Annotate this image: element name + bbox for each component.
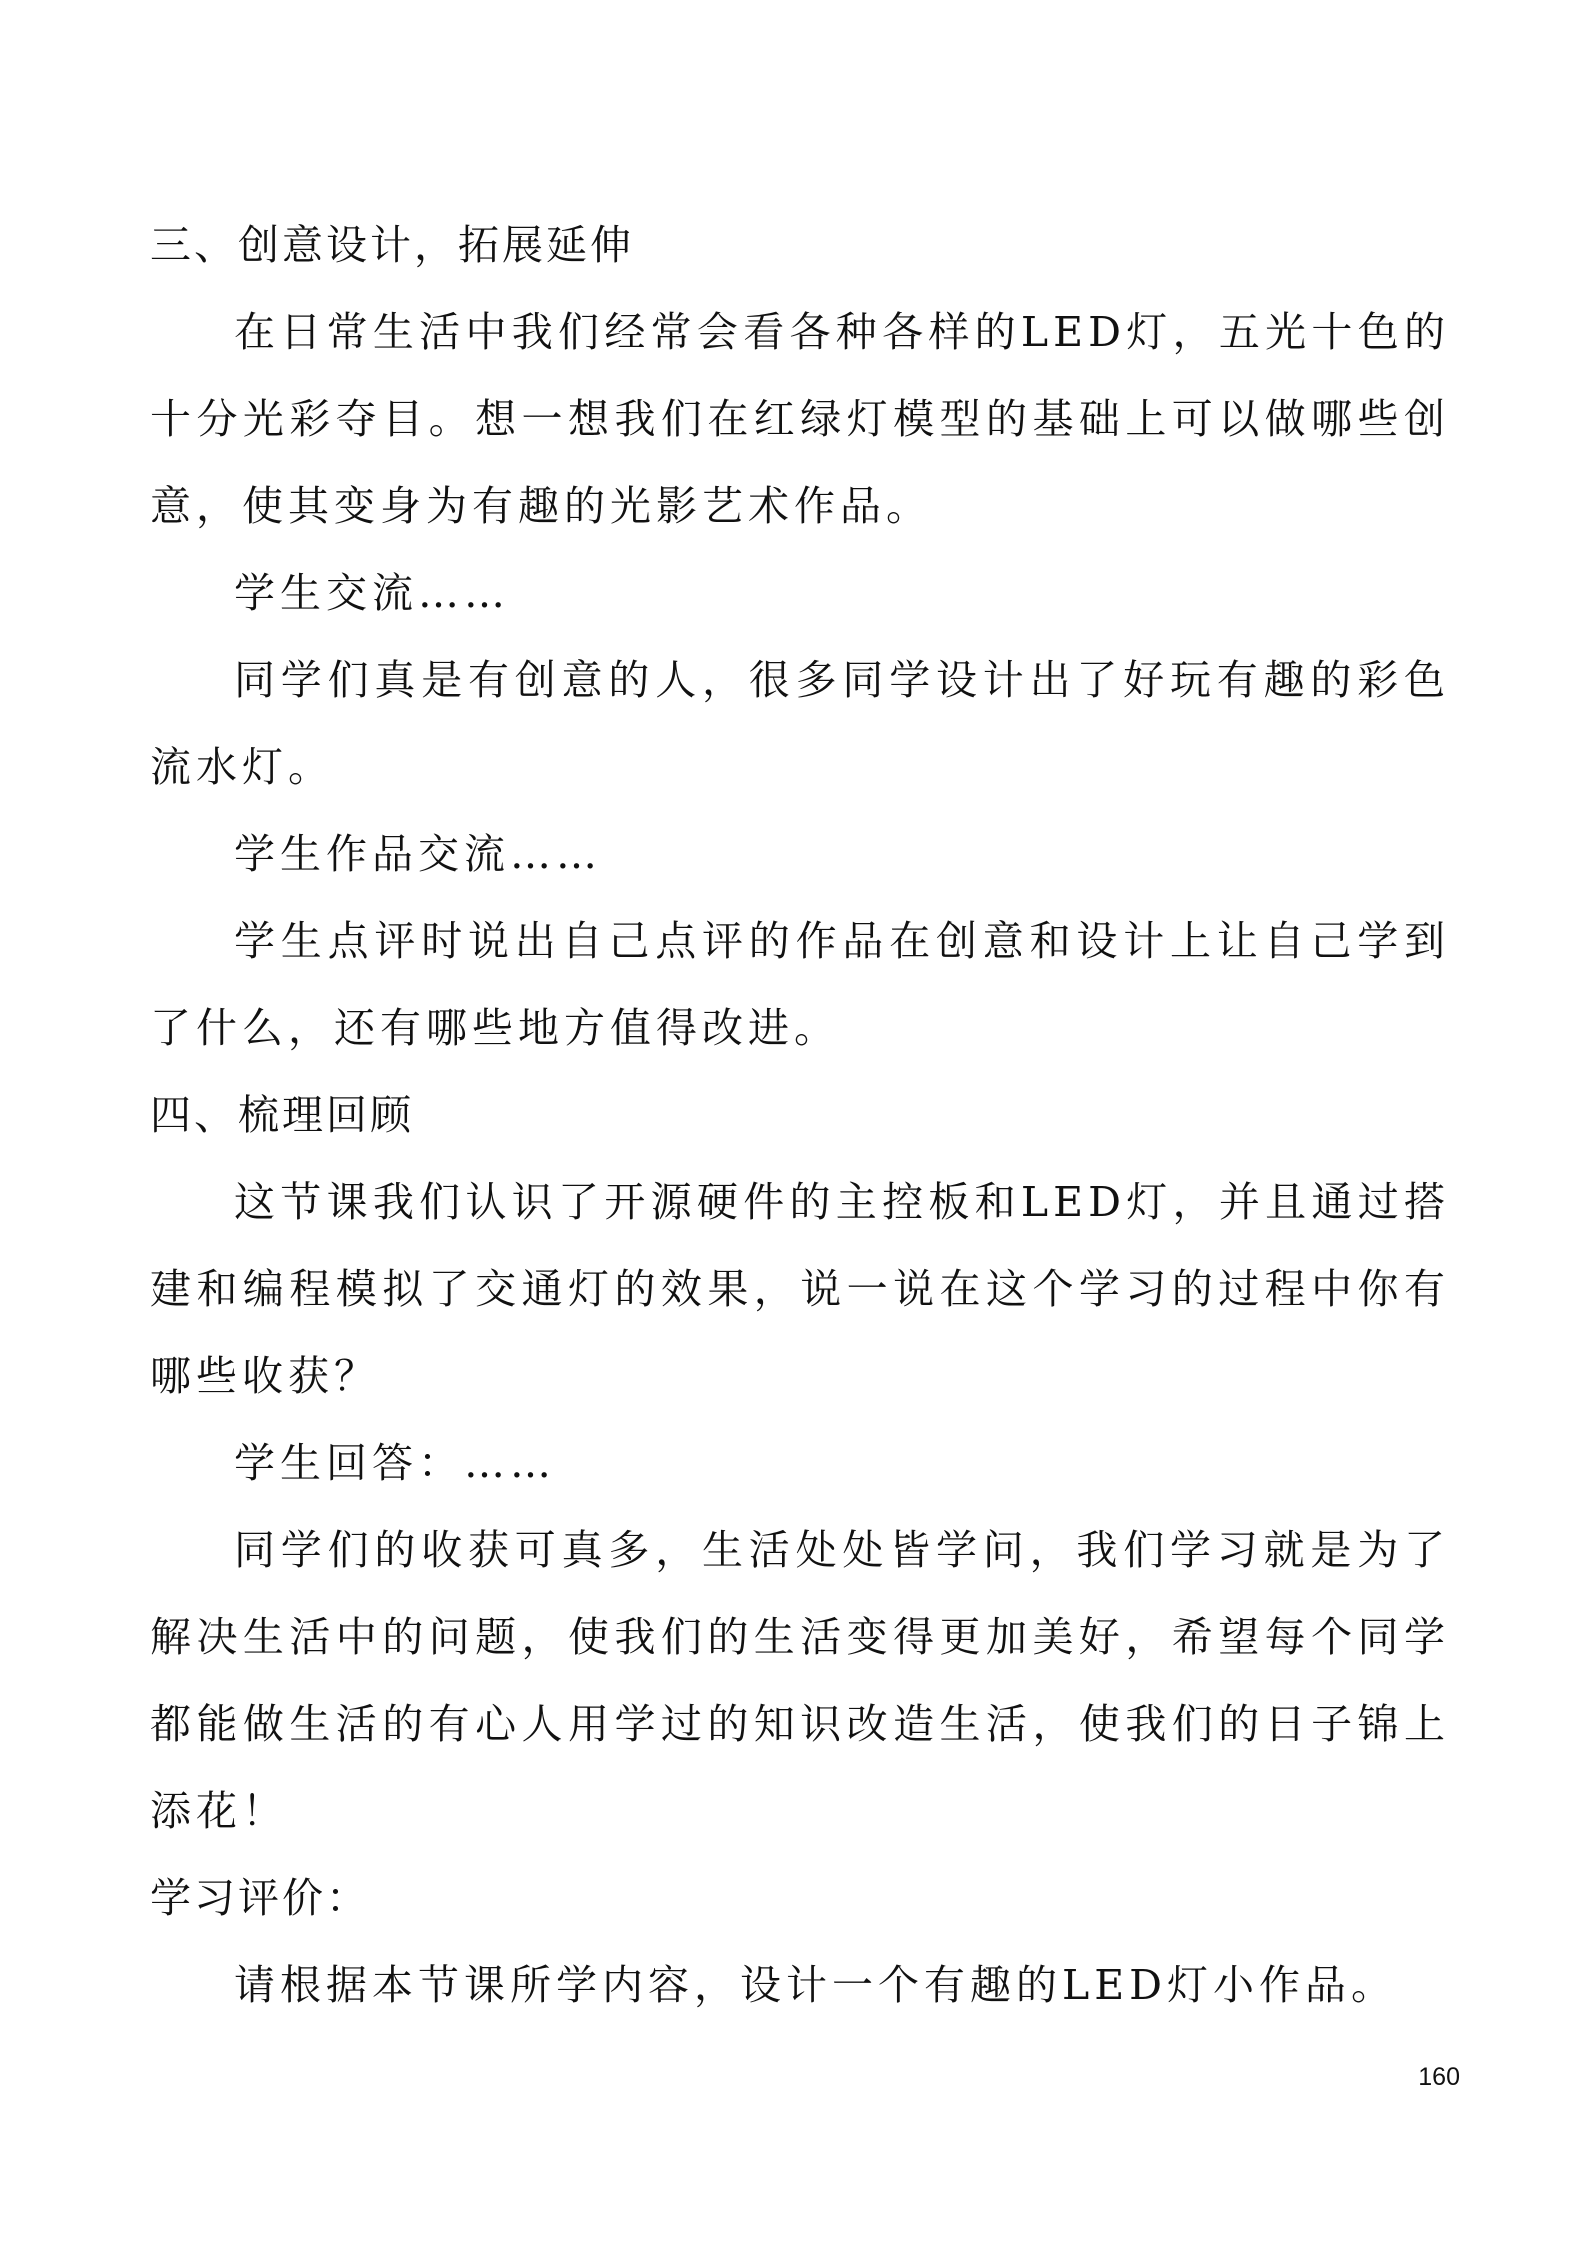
paragraph-closing-remarks: 同学们的收获可真多，生活处处皆学问，我们学习就是为了解决生活中的问题，使我们的生活变得更加美好，希望每个同学都能做生活的有心人用学过的知识改造生活，使我们的日子锦上添花！ [150,1526,1450,1835]
paragraph-lesson-summary: 这节课我们认识了开源硬件的主控板和LED灯，并且通过搭建和编程模拟了交通灯的效果，说一说在这个学习的过程中你有哪些收获？ [150,1178,1450,1400]
paragraph-peer-review: 学生点评时说出自己点评的作品在创意和设计上让自己学到了什么，还有哪些地方值得改进。 [150,917,1450,1052]
paragraph-assessment-task: 请根据本节课所学内容，设计一个有趣的LED灯小作品。 [234,1961,1398,2009]
paragraph-creative-students: 同学们真是有创意的人，很多同学设计出了好玩有趣的彩色流水灯。 [150,656,1450,791]
page-number: 160 [1418,2063,1460,2091]
document-body [150,202,1450,2029]
section-heading-assessment: 学习评价： [150,1874,370,1922]
paragraph-student-answer: 学生回答：…… [234,1439,556,1487]
paragraph-led-intro: 在日常生活中我们经常会看各种各样的LED灯，五光十色的十分光彩夺目。想一想我们在红绿灯模型的基础上可以做哪些创意，使其变身为有趣的光影艺术作品。 [150,308,1450,530]
paragraph-work-exchange: 学生作品交流…… [234,830,602,878]
section-heading-review: 四、梳理回顾 [150,1091,414,1139]
paragraph-student-exchange: 学生交流…… [234,569,510,617]
section-heading-creative-design: 三、创意设计，拓展延伸 [150,221,634,269]
